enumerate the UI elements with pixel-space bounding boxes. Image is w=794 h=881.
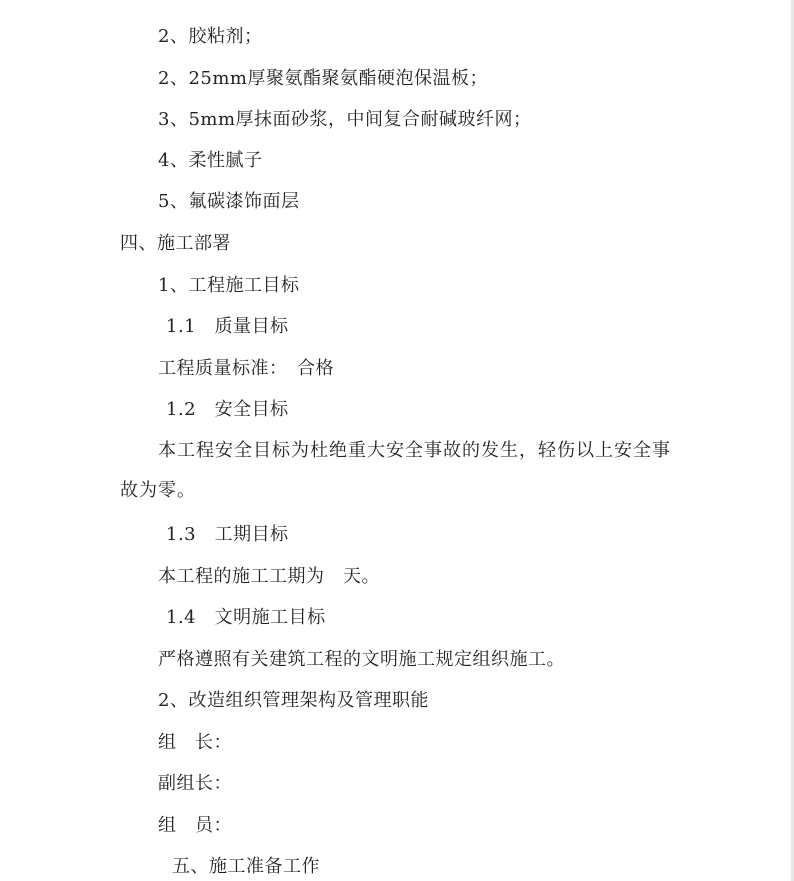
material-item-2-adhesive: 2、胶粘剂； xyxy=(158,26,263,47)
section-5-heading: 五、施工准备工作 xyxy=(172,856,320,877)
material-item-2-insulation-board: 2、25mm厚聚氨酯聚氨酯硬泡保温板； xyxy=(158,68,488,89)
subsection-2-heading: 2、改造组织管理架构及管理职能 xyxy=(158,690,429,711)
goal-1-1-heading: 1.1 质量目标 xyxy=(166,316,289,337)
goal-1-2-heading: 1.2 安全目标 xyxy=(166,399,289,420)
safety-goal-paragraph: 本工程安全目标为杜绝重大安全事故的发生，轻伤以上安全事故为零。 xyxy=(120,440,671,501)
material-item-3-mortar: 3、5mm厚抹面砂浆，中间复合耐碱玻纤网； xyxy=(158,109,532,130)
schedule-text: 本工程的施工工期为 天。 xyxy=(158,566,380,587)
team-leader-label: 组 长： xyxy=(158,732,232,753)
material-item-4-putty: 4、柔性腻子 xyxy=(158,150,263,171)
subsection-1-heading: 1、工程施工目标 xyxy=(158,275,300,296)
goal-1-3-heading: 1.3 工期目标 xyxy=(166,524,289,545)
material-item-5-finish: 5、氟碳漆饰面层 xyxy=(158,191,300,212)
quality-standard-text: 工程质量标准： 合格 xyxy=(158,358,334,379)
team-member-label: 组 员： xyxy=(158,815,232,836)
section-4-heading: 四、施工部署 xyxy=(120,233,231,254)
civilized-construction-text: 严格遵照有关建筑工程的文明施工规定组织施工。 xyxy=(158,649,565,670)
deputy-leader-label: 副组长： xyxy=(158,773,232,794)
goal-1-4-heading: 1.4 文明施工目标 xyxy=(166,607,326,628)
